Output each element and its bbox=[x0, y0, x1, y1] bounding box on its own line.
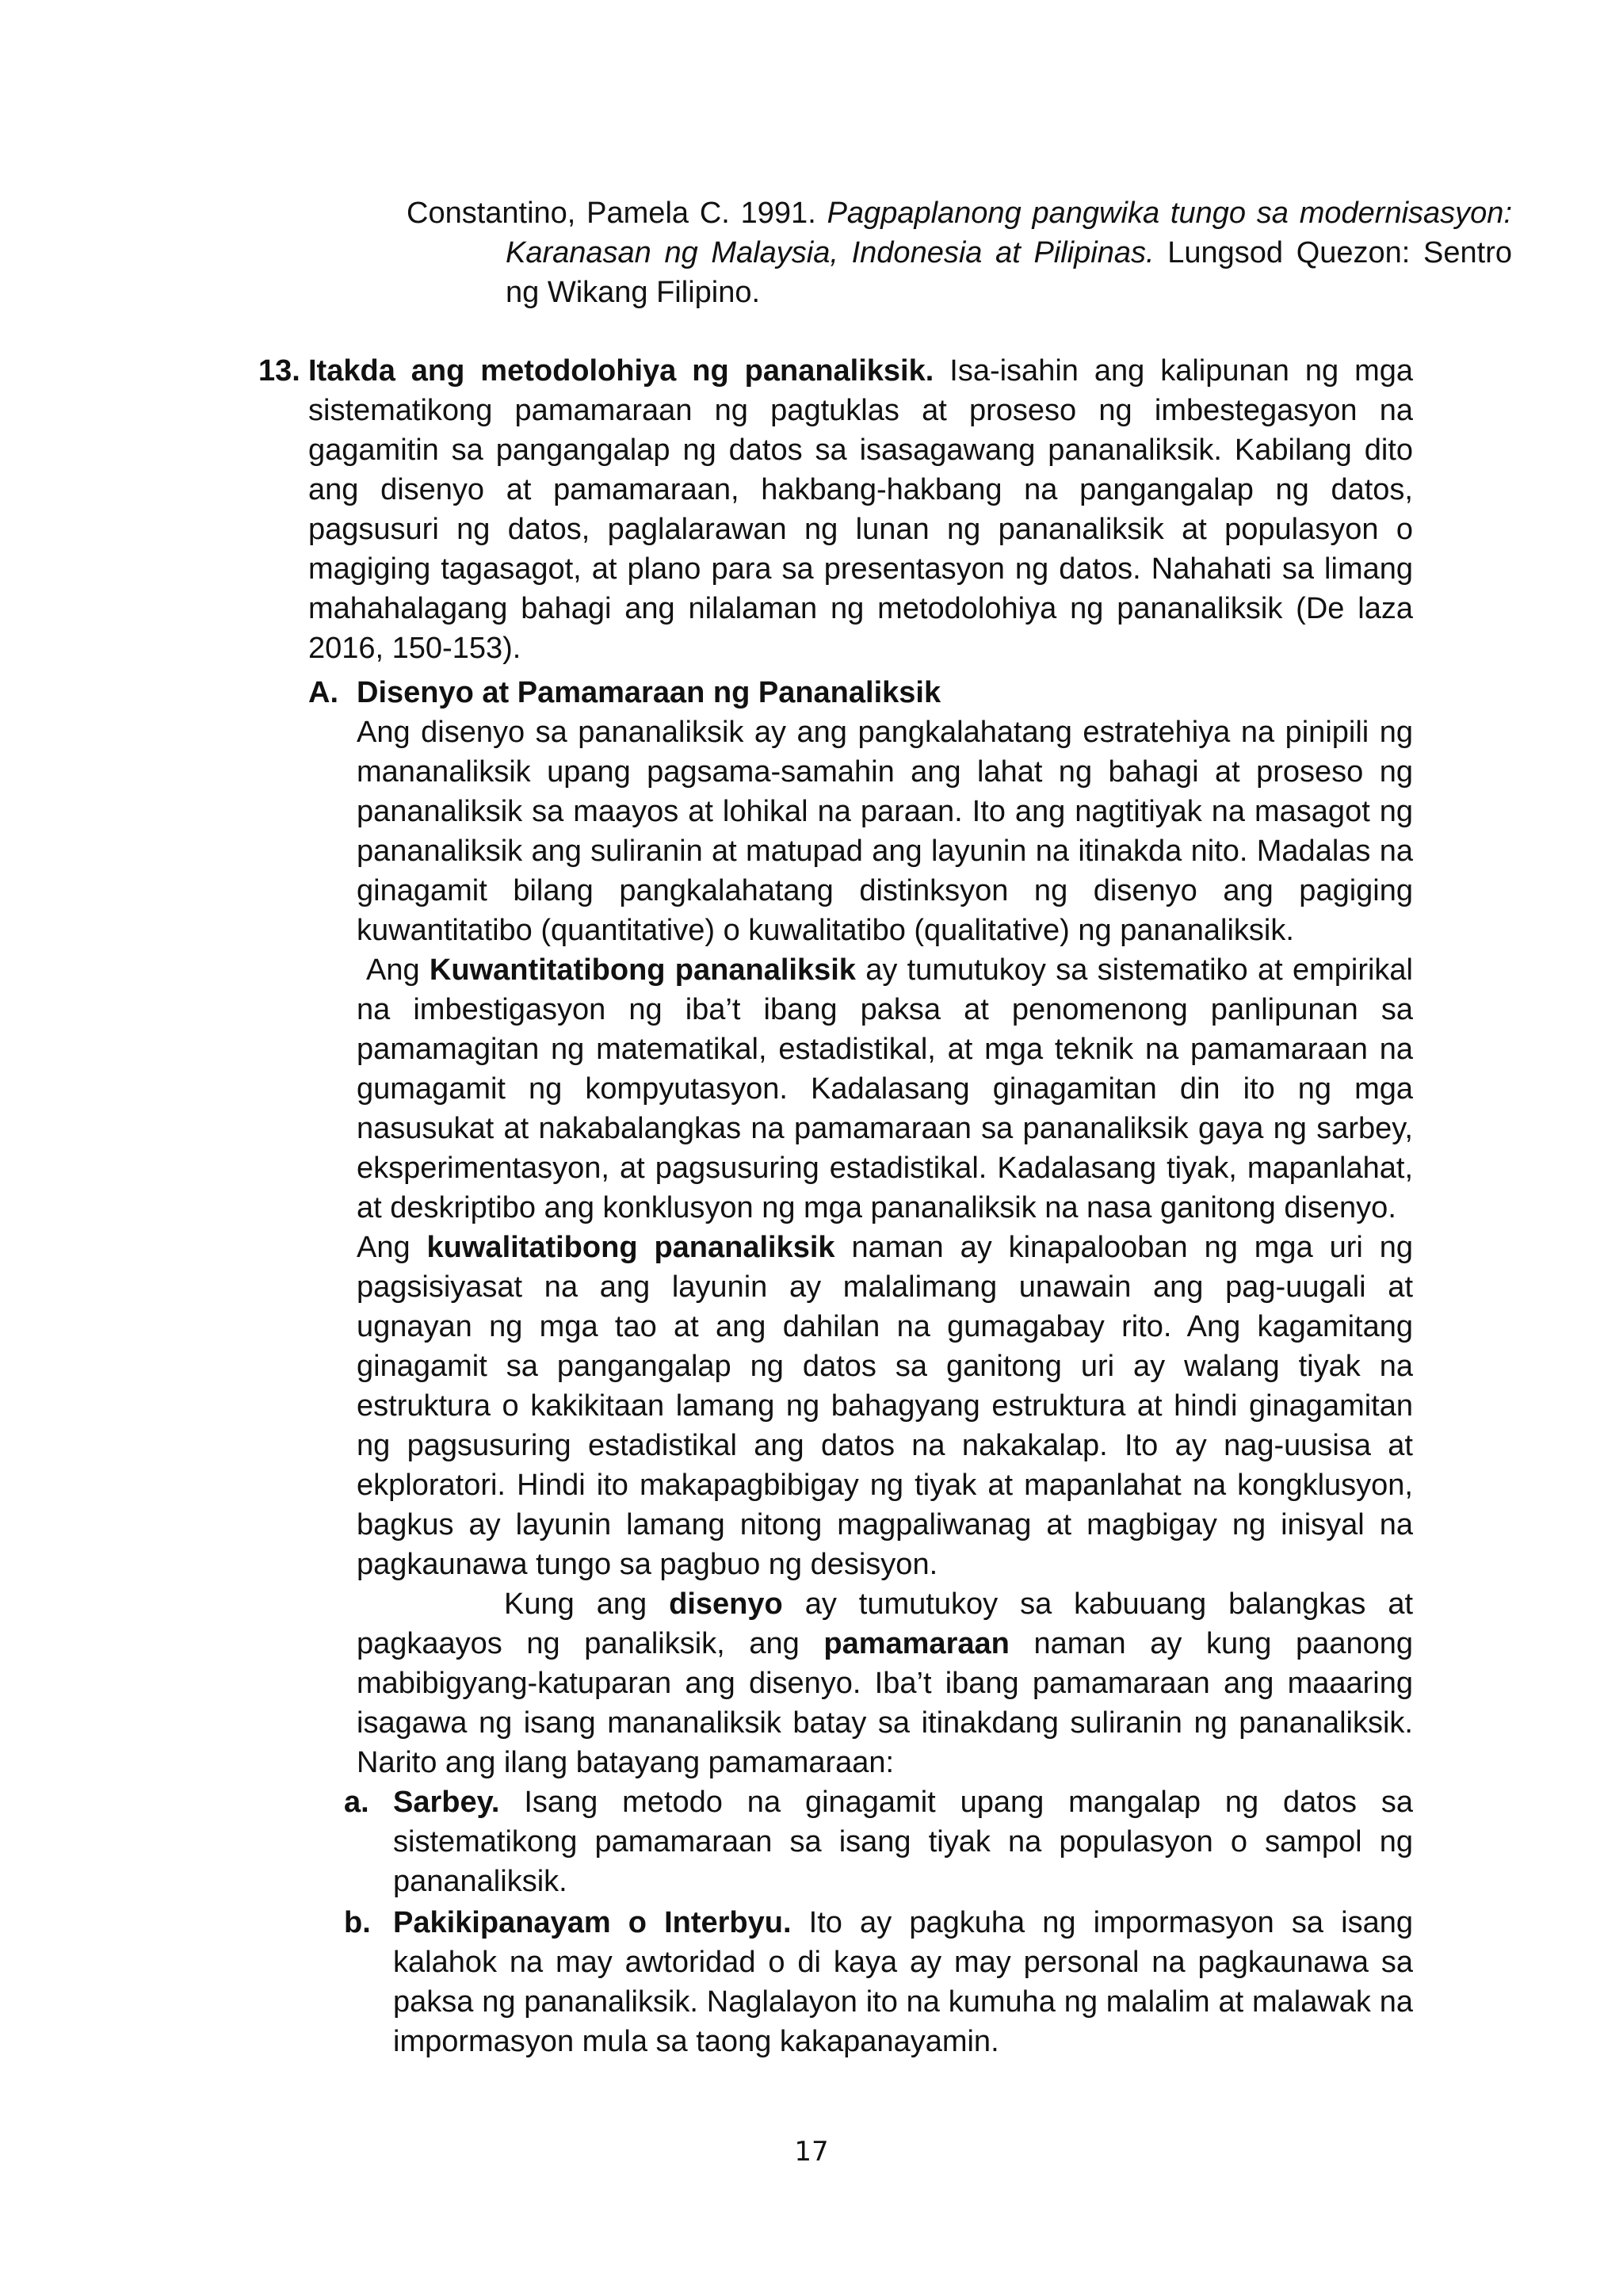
citation-title: Pagpaplanong pangwika tungo sa modernisasyon: Karanasan ng Malaysia, Indonesia at Pilipinas. bbox=[506, 197, 1512, 269]
paragraph-disenyo: Ang disenyo sa pananaliksik ay ang pangkalahatang estratehiya na pinipili ng mananaliksik upang pagsama-samahin ang lahat ng bahagi at proseso ng pananaliksik sa maayos at lohikal na paraan. Ito ang nagtitiyak na masagot ng pananaliksik ang suliranin at matupad ang layunin na itinakda nito. Madalas na ginagamit bilang pangkalahatang distinksyon ng disenyo ang pagiging kuwantitatibo (quantitative) o kuwalitatibo (qualitative) ng pananaliksik. bbox=[357, 716, 1413, 947]
list-item-description: Ito ay pagkuha ng impormasyon sa isang kalahok na may awtoridad o di kaya ay may personal na pagkaunawa sa paksa ng pananaliksik. Naglalayon ito na kumuha ng malalim at malawak na impormasyon mula sa taong kakapanayamin. bbox=[393, 1906, 1413, 2058]
p4-lead: Kung ang bbox=[504, 1587, 670, 1621]
list-item bbox=[344, 1782, 1413, 1901]
term-pamamaraan: pamamaraan bbox=[823, 1627, 1010, 1660]
section-a-content bbox=[357, 712, 1413, 1782]
citation-publisher: Lungsod Quezon: Sentro ng Wikang Filipino. bbox=[506, 236, 1512, 309]
section-a-heading bbox=[308, 673, 1413, 712]
list-item-term: Sarbey. bbox=[393, 1786, 500, 1819]
term-disenyo: disenyo bbox=[669, 1587, 783, 1621]
section-13-number: 13. bbox=[258, 354, 300, 388]
section-13 bbox=[258, 351, 1413, 668]
paragraph-kuwantitatibo bbox=[357, 950, 1413, 1228]
p2-text: ay tumutukoy sa sistematiko at empirikal na imbestigasyon ng iba’t ibang paksa at penomenong panlipunan sa pamamagitan ng matematikal, estadistikal, at mga teknik na pamamaraan na gumagamit ng kompyutasyon. Kadalasang ginagamitan din ito ng mga nasusukat at nakabalangkas na pamamaraan sa pananaliksik gaya ng sarbey, eksperimentasyon, at pagsusuring estadistikal. Kadalasang tiyak, mapanlahat, at deskriptibo ang konklusyon ng mga pananaliksik na nasa ganitong disenyo. bbox=[357, 953, 1413, 1224]
p4-middle: ay tumutukoy sa kabuuang balangkas at pagkaayos ng panaliksik, ang bbox=[357, 1587, 1414, 1660]
list-item-text bbox=[393, 1782, 1413, 1901]
list-item-term: Pakikipanayam o Interbyu. bbox=[393, 1906, 792, 1939]
methods-list bbox=[344, 1782, 1413, 2061]
p4-text: naman ay kung paanong mabibigyang-katuparan ang disenyo. Iba’t ibang pamamaraan ang maaaring isagawa ng isang mananaliksik batay sa itinakdang suliranin ng pananaliksik. Narito ang ilang batayang pamamaraan: bbox=[357, 1627, 1413, 1779]
paragraph-pamamaraan bbox=[357, 1584, 1413, 1782]
section-13-text: Isa-isahin ang kalipunan ng mga sistematikong pamamaraan ng pagtuklas at proseso ng imbestegasyon na gagamitin sa pangangalap ng datos sa isasagawang pananaliksik. Kabilang dito ang disenyo at pamamaraan, hakbang-hakbang na pangangalap ng datos, pagsusuri ng datos, paglalarawan ng lunan ng pananaliksik at populasyon o magiging tagasagot, at plano para sa presentasyon ng datos. Nahahati sa limang mahahalagang bahagi ang nilalaman ng metodolohiya ng pananaliksik (De laza 2016, 150-153). bbox=[308, 354, 1413, 665]
section-13-heading: Itakda ang metodolohiya ng pananaliksik. bbox=[308, 354, 934, 388]
list-item bbox=[344, 1903, 1413, 2061]
section-13-paragraph bbox=[308, 351, 1413, 668]
p3-text: naman ay kinapalooban ng mga uri ng pagsisiyasat na ang layunin ay malalimang unawain ang pag-uugali at ugnayan ng mga tao at ang dahilan na gumagabay rito. Ang kagamitang ginagamit sa pangangalap ng datos sa ganitong uri ay walang tiyak na estruktura o kakikitaan lamang ng bahagyang estruktura at hindi ginagamitan ng pagsusuring estadistikal ang datos na nakakalap. Ito ay nag-uusisa at ekploratori. Hindi ito makapagbibigay ng tiyak at mapanlahat na kongklusyon, bagkus ay layunin lamang nitong magpaliwanag at magbigay ng inisyal na pagkaunawa tungo sa pagbuo ng desisyon. bbox=[357, 1231, 1414, 1581]
list-item-label: a. bbox=[344, 1786, 369, 1819]
section-a-letter: A. bbox=[308, 676, 338, 709]
paragraph-kuwalitatibo bbox=[357, 1228, 1413, 1584]
term-kuwalitatibo: kuwalitatibong pananaliksik bbox=[426, 1231, 835, 1264]
p3-lead: Ang bbox=[357, 1231, 427, 1264]
citation-lead: Constantino, Pamela C. 1991. bbox=[407, 197, 827, 230]
list-item-label: b. bbox=[344, 1906, 371, 1939]
list-item-description: Isang metodo na ginagamit upang mangalap ng datos sa sistematikong pamamaraan sa isang tiyak na populasyon o sampol ng pananaliksik. bbox=[393, 1786, 1413, 1898]
reference-citation bbox=[407, 193, 1512, 312]
p2-lead: Ang bbox=[366, 953, 430, 987]
section-a-title: Disenyo at Pamamaraan ng Pananaliksik bbox=[357, 676, 941, 709]
term-kuwantitatibo: Kuwantitatibong pananaliksik bbox=[429, 953, 856, 987]
section-a bbox=[308, 673, 1413, 2061]
list-item-text bbox=[393, 1903, 1413, 2061]
page-number: 17 bbox=[794, 2136, 829, 2168]
